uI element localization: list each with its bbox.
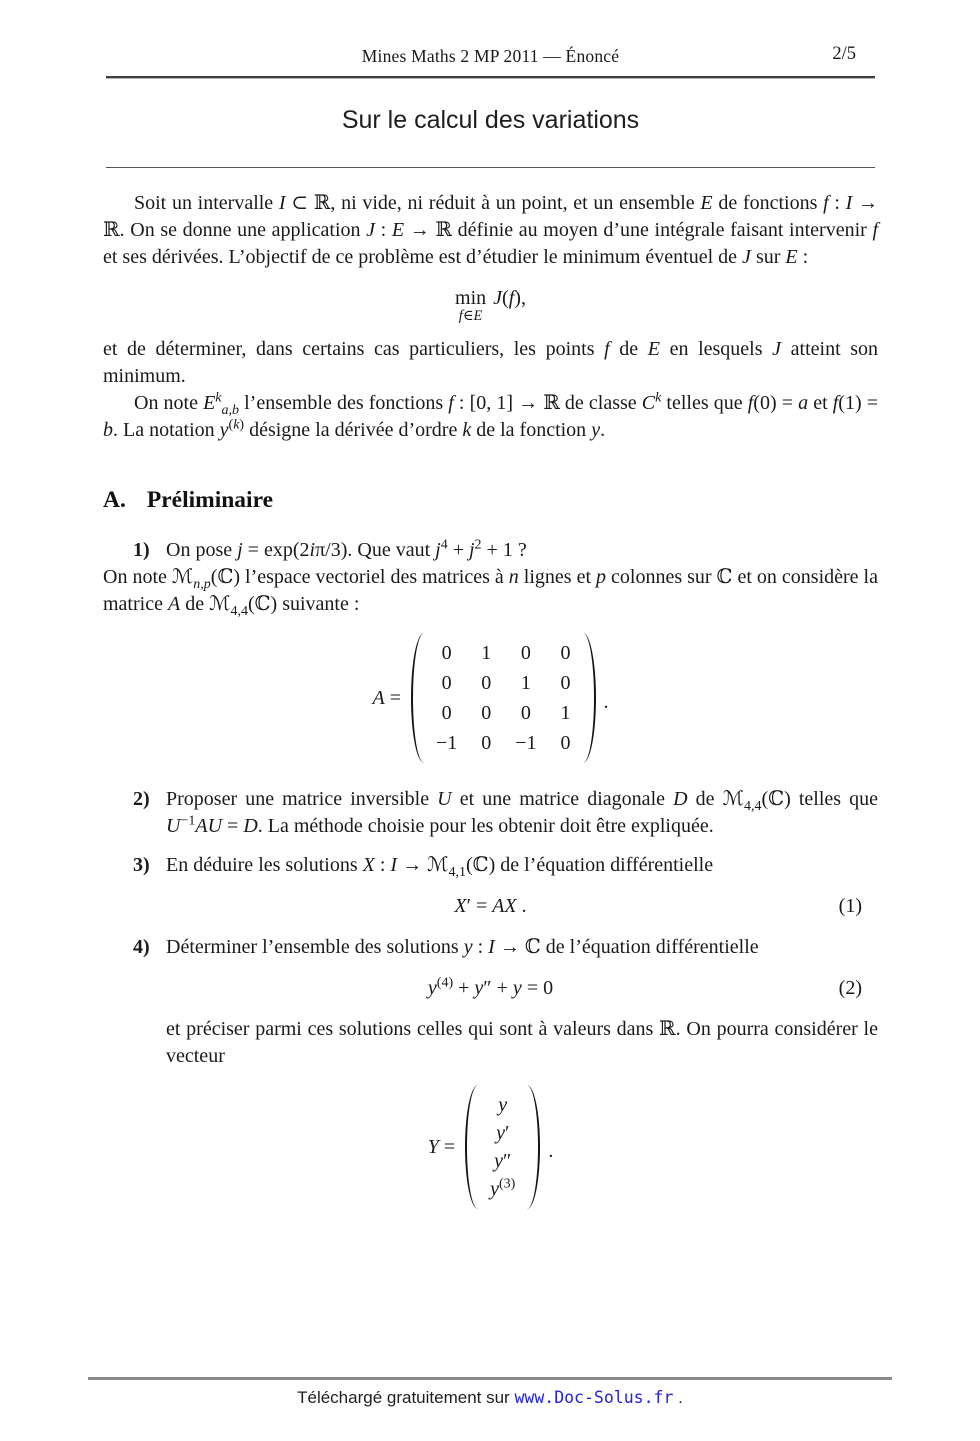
question-4-continuation: et préciser parmi ces solutions celles qui sont à valeurs dans ℝ. On pourra considérer le vecteur <box>166 1018 878 1067</box>
matrix-A-grid: 0 1 0 0 0 0 1 0 0 0 0 1 −1 0 −1 0 <box>435 642 571 754</box>
left-paren-icon <box>411 633 424 763</box>
question-2-label: 2) <box>133 788 150 810</box>
vector-Y-grid: y y′ y″ $y^{(3)}$ <box>490 1094 516 1200</box>
footer-text: Téléchargé gratuitement sur <box>297 1388 510 1407</box>
intro-paragraph-2: et de déterminer, dans certains cas particuliers, les points f de E en lesquels J atteint son minimum. <box>103 338 879 387</box>
question-1 <box>103 537 878 564</box>
doc-solus-link[interactable]: www.Doc-Solus.fr <box>514 1388 674 1407</box>
page-header <box>103 46 878 72</box>
document-title: Sur le calcul des variations <box>341 106 640 134</box>
equation-2 <box>103 975 878 1002</box>
question-3-text: En déduire les solutions X : I → ℳ$_{4,1}$(ℂ) de l’équation différentielle <box>166 854 714 880</box>
equation-2-tag: (2) <box>838 977 862 999</box>
footer-period: . <box>678 1388 683 1407</box>
right-paren-icon <box>583 633 596 763</box>
min-operator-stack <box>455 287 486 324</box>
min-formula <box>103 287 878 324</box>
min-argument: J(f), <box>493 287 526 309</box>
running-title: Mines Maths 2 MP 2011 — Énoncé <box>361 46 620 66</box>
question-1-label: 1) <box>133 539 150 561</box>
equation-2-body: $y^{(4)} + y'' + y = 0$ <box>427 975 554 999</box>
question-3-label: 3) <box>133 854 150 876</box>
intro-paragraph-1: Soit un intervalle I ⊂ ℝ, ni vide, ni réduit à un point, et un ensemble E de fonctions f : I → ℝ. On se donne une application J : E → ℝ définie au moyen d’une intégrale faisant intervenir f et ses dérivées. L’objectif de ce problème est d’étudier le minimum éventuel de J sur E : <box>103 192 878 268</box>
section-a-number: A. <box>103 487 126 513</box>
vector-Y-lhs: Y = <box>427 1135 456 1158</box>
question-4-text: Déterminer l’ensemble des solutions y : I → ℂ de l’équation différentielle <box>166 936 759 958</box>
section-a-title: Préliminaire <box>146 487 274 513</box>
document-body <box>103 190 878 1223</box>
question-3 <box>103 852 878 879</box>
equation-1-body: X′ = AX . <box>454 895 527 917</box>
question-4-label: 4) <box>133 936 150 958</box>
question-4 <box>103 934 878 961</box>
equation-1 <box>103 893 878 920</box>
matrix-A-lhs: A = <box>372 686 401 709</box>
matrix-A-period: . <box>603 690 609 713</box>
equation-1-tag: (1) <box>838 895 862 917</box>
question-1-text: On pose j = exp(2iπ/3). Que vaut $j^4 + j^2 + 1$ ? <box>166 537 527 561</box>
left-paren-icon <box>465 1085 478 1209</box>
footer-rule <box>88 1377 892 1380</box>
page-footer <box>0 1388 980 1408</box>
matrices-paragraph: On note ℳ$_{n,p}$(ℂ) l’espace vectoriel des matrices à n lignes et p colonnes sur ℂ et on considère la matrice A de ℳ$_{4,4}$(ℂ) suivante : <box>103 566 878 619</box>
page-number: 2/5 <box>832 44 856 64</box>
min-subscript: f∈E <box>458 308 483 324</box>
intro-paragraph-3: On note $E^k_{a,b}$ l’ensemble des fonctions f : [0, 1] → ℝ de classe $C^k$ telles que f(0) = a et f(1) = b. La notation $y^{(k)}$ désigne la dérivée d’ordre k de la fonction y. <box>103 390 878 441</box>
title-rule <box>106 167 875 168</box>
matrix-A-display <box>103 633 878 763</box>
header-rule <box>106 76 875 79</box>
section-a-heading <box>103 486 878 514</box>
min-operator: min <box>455 287 487 309</box>
vector-Y-period: . <box>548 1139 554 1162</box>
vector-Y-display <box>103 1085 878 1209</box>
question-2-text: Proposer une matrice inversible U et une matrice diagonale D de ℳ$_{4,4}$(ℂ) telles que $U^{-1}AU = D$. La méthode choisie pour les obtenir doit être expliquée. <box>166 788 879 837</box>
right-paren-icon <box>527 1085 540 1209</box>
question-2 <box>103 786 878 840</box>
